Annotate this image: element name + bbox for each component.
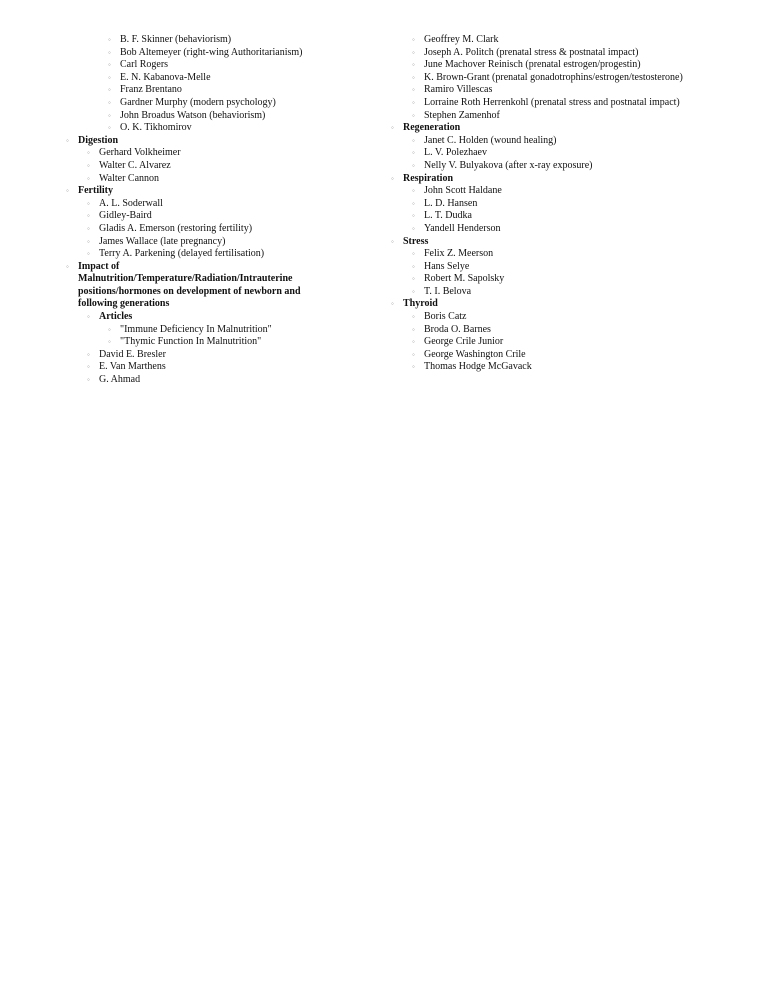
item-text: "Thymic Function In Malnutrition" (120, 336, 262, 348)
bullet-icon: ◦ (412, 249, 415, 259)
bullet-icon: ◦ (412, 198, 415, 208)
bullet-icon: ◦ (412, 110, 415, 120)
list-item-l-t-dudka (391, 210, 691, 223)
bullet-icon: ◦ (87, 173, 90, 183)
item-text: Gladis A. Emerson (restoring fertility) (99, 222, 253, 234)
bullet-icon: ◦ (391, 299, 394, 309)
bullet-icon: ◦ (108, 123, 111, 133)
bullet-icon: ◦ (412, 60, 415, 70)
bullet-icon: ◦ (412, 362, 415, 372)
list-item-immune-deficiency-in-malnutrition (66, 324, 336, 337)
bullet-icon: ◦ (87, 223, 90, 233)
item-text: L. D. Hansen (424, 197, 478, 209)
bullet-icon: ◦ (66, 186, 69, 196)
list-item-george-crile-junior (391, 336, 691, 349)
list-item-e-n-kabanova-melle (66, 72, 336, 85)
list-item-o-k-tikhomirov (66, 122, 336, 135)
category-regeneration (391, 122, 691, 135)
list-item-thymic-function-in-malnutrition (66, 336, 336, 349)
bullet-icon: ◦ (108, 110, 111, 120)
bullet-icon: ◦ (87, 362, 90, 372)
item-text: Ramiro Villescas (424, 84, 493, 96)
item-text: Robert M. Sapolsky (424, 273, 505, 285)
category-stress (391, 236, 691, 249)
list-item-broda-o-barnes (391, 324, 691, 337)
list-item-james-wallace-late-pregnancy (66, 236, 336, 249)
item-text: Stephen Zamenhof (424, 109, 500, 121)
list-item-t-i-belova (391, 286, 691, 299)
item-text: Janet C. Holden (wound healing) (424, 134, 557, 146)
category-impact-of-malnutrition-temperature-radia (66, 261, 336, 311)
list-item-terry-a-parkening-delayed-fertilisation (66, 248, 336, 261)
item-text: John Scott Haldane (424, 185, 502, 197)
list-item-john-broadus-watson-behaviorism (66, 110, 336, 123)
item-text: Stress (403, 235, 429, 247)
list-item-e-van-marthens (66, 361, 336, 374)
bullet-icon: ◦ (108, 85, 111, 95)
item-text: Nelly V. Bulyakova (after x-ray exposure) (424, 159, 593, 171)
bullet-icon: ◦ (412, 135, 415, 145)
item-text: John Broadus Watson (behaviorism) (120, 109, 266, 121)
bullet-icon: ◦ (412, 349, 415, 359)
category-respiration (391, 173, 691, 186)
bullet-icon: ◦ (412, 148, 415, 158)
list-item-articles (66, 311, 336, 324)
item-text: June Machover Reinisch (prenatal estrogen/progestin) (424, 59, 641, 71)
list-item-george-washington-crile (391, 349, 691, 362)
bullet-icon: ◦ (108, 60, 111, 70)
item-text: Hans Selye (424, 260, 470, 272)
item-text: Regeneration (403, 122, 461, 134)
item-text: Walter C. Alvarez (99, 159, 171, 171)
item-text: Felix Z. Meerson (424, 248, 494, 260)
bullet-icon: ◦ (87, 236, 90, 246)
item-text: O. K. Tikhomirov (120, 122, 192, 134)
list-item-a-l-soderwall (66, 198, 336, 211)
bullet-icon: ◦ (412, 211, 415, 221)
item-text: Yandell Henderson (424, 222, 501, 234)
list-item-walter-cannon (66, 173, 336, 186)
category-digestion (66, 135, 336, 148)
list-item-ramiro-villescas (391, 84, 691, 97)
item-text: Gidley-Baird (99, 210, 152, 222)
bullet-icon: ◦ (108, 72, 111, 82)
item-text: Thyroid (403, 298, 438, 310)
item-text: Franz Brentano (120, 84, 182, 96)
list-item-john-scott-haldane (391, 185, 691, 198)
bullet-icon: ◦ (108, 337, 111, 347)
bullet-icon: ◦ (412, 261, 415, 271)
bullet-icon: ◦ (87, 349, 90, 359)
bullet-icon: ◦ (412, 337, 415, 347)
bullet-icon: ◦ (412, 286, 415, 296)
item-text: A. L. Soderwall (99, 197, 163, 209)
bullet-icon: ◦ (391, 173, 394, 183)
item-text: Carl Rogers (120, 59, 169, 71)
right-column (391, 34, 691, 374)
list-item-robert-m-sapolsky (391, 273, 691, 286)
list-item-june-machover-reinisch-prenatal-estrogen (391, 59, 691, 72)
list-item-joseph-a-politch-prenatal-stress-postnat (391, 47, 691, 60)
bullet-icon: ◦ (108, 35, 111, 44)
list-item-gladis-a-emerson-restoring-fertility (66, 223, 336, 236)
list-item-david-e-bresler (66, 349, 336, 362)
list-item-gerhard-volkheimer (66, 147, 336, 160)
item-text: Digestion (78, 134, 118, 146)
item-text: G. Ahmad (99, 374, 141, 386)
item-text: Lorraine Roth Herrenkohl (prenatal stress and postnatal impact) (424, 96, 680, 108)
item-text: Bob Altemeyer (right-wing Authoritarianism) (120, 46, 303, 58)
list-item-gidley-baird (66, 210, 336, 223)
list-item-nelly-v-bulyakova-after-x-ray-exposure (391, 160, 691, 173)
list-item-b-f-skinner-behaviorism (66, 34, 336, 47)
bullet-icon: ◦ (66, 261, 69, 271)
bullet-icon: ◦ (108, 324, 111, 334)
item-text: T. I. Belova (424, 285, 472, 297)
item-text: James Wallace (late pregnancy) (99, 235, 226, 247)
item-text: George Washington Crile (424, 348, 526, 360)
bullet-icon: ◦ (412, 312, 415, 322)
list-item-hans-selye (391, 261, 691, 274)
item-text: Boris Catz (424, 311, 467, 323)
bullet-icon: ◦ (87, 160, 90, 170)
list-item-boris-catz (391, 311, 691, 324)
item-text: B. F. Skinner (behaviorism) (120, 34, 232, 45)
item-text: Impact of Malnutrition/Temperature/Radiation/Intrauterine positions/hormones on development of newborn and following generations (78, 260, 301, 310)
item-text: L. V. Polezhaev (424, 147, 487, 159)
item-text: "Immune Deficiency In Malnutrition" (120, 323, 272, 335)
item-text: Articles (99, 311, 133, 323)
bullet-icon: ◦ (87, 312, 90, 322)
list-item-g-ahmad (66, 374, 336, 387)
item-text: George Crile Junior (424, 336, 504, 348)
bullet-icon: ◦ (412, 223, 415, 233)
list-item-l-d-hansen (391, 198, 691, 211)
bullet-icon: ◦ (87, 198, 90, 208)
bullet-icon: ◦ (412, 47, 415, 57)
item-text: L. T. Dudka (424, 210, 472, 222)
item-text: Fertility (78, 185, 113, 197)
item-text: K. Brown-Grant (prenatal gonadotrophins/estrogen/testosterone) (424, 71, 683, 83)
list-item-carl-rogers (66, 59, 336, 72)
bullet-icon: ◦ (412, 97, 415, 107)
item-text: Joseph A. Politch (prenatal stress & postnatal impact) (424, 46, 639, 58)
bullet-icon: ◦ (108, 97, 111, 107)
list-item-thomas-hodge-mcgavack (391, 361, 691, 374)
list-item-bob-altemeyer-right-wing-authoritarianis (66, 47, 336, 60)
list-item-franz-brentano (66, 84, 336, 97)
category-fertility (66, 185, 336, 198)
item-text: David E. Bresler (99, 348, 166, 360)
list-item-k-brown-grant-prenatal-gonadotrophins-es (391, 72, 691, 85)
list-item-gardner-murphy-modern-psychology (66, 97, 336, 110)
list-item-geoffrey-m-clark (391, 34, 691, 47)
bullet-icon: ◦ (87, 211, 90, 221)
item-text: Broda O. Barnes (424, 323, 491, 335)
left-column (66, 34, 336, 387)
bullet-icon: ◦ (412, 35, 415, 44)
bullet-icon: ◦ (391, 123, 394, 133)
bullet-icon: ◦ (87, 148, 90, 158)
item-text: E. N. Kabanova-Melle (120, 71, 211, 83)
category-thyroid (391, 298, 691, 311)
item-text: Gerhard Volkheimer (99, 147, 181, 159)
bullet-icon: ◦ (87, 375, 90, 385)
list-item-yandell-henderson (391, 223, 691, 236)
item-text: Geoffrey M. Clark (424, 34, 499, 45)
item-text: Walter Cannon (99, 172, 160, 184)
list-item-stephen-zamenhof (391, 110, 691, 123)
bullet-icon: ◦ (412, 160, 415, 170)
bullet-icon: ◦ (412, 85, 415, 95)
item-text: E. Van Marthens (99, 361, 166, 373)
bullet-icon: ◦ (66, 135, 69, 145)
bullet-icon: ◦ (412, 274, 415, 284)
bullet-icon: ◦ (87, 249, 90, 259)
list-item-janet-c-holden-wound-healing (391, 135, 691, 148)
item-text: Respiration (403, 172, 453, 184)
list-item-lorraine-roth-herrenkohl-prenatal-stress (391, 97, 691, 110)
item-text: Terry A. Parkening (delayed fertilisation) (99, 248, 265, 260)
bullet-icon: ◦ (412, 186, 415, 196)
bullet-icon: ◦ (412, 72, 415, 82)
list-item-felix-z-meerson (391, 248, 691, 261)
bullet-icon: ◦ (108, 47, 111, 57)
bullet-icon: ◦ (391, 236, 394, 246)
list-item-walter-c-alvarez (66, 160, 336, 173)
item-text: Gardner Murphy (modern psychology) (120, 96, 276, 108)
bullet-icon: ◦ (412, 324, 415, 334)
list-item-l-v-polezhaev (391, 147, 691, 160)
item-text: Thomas Hodge McGavack (424, 361, 532, 373)
